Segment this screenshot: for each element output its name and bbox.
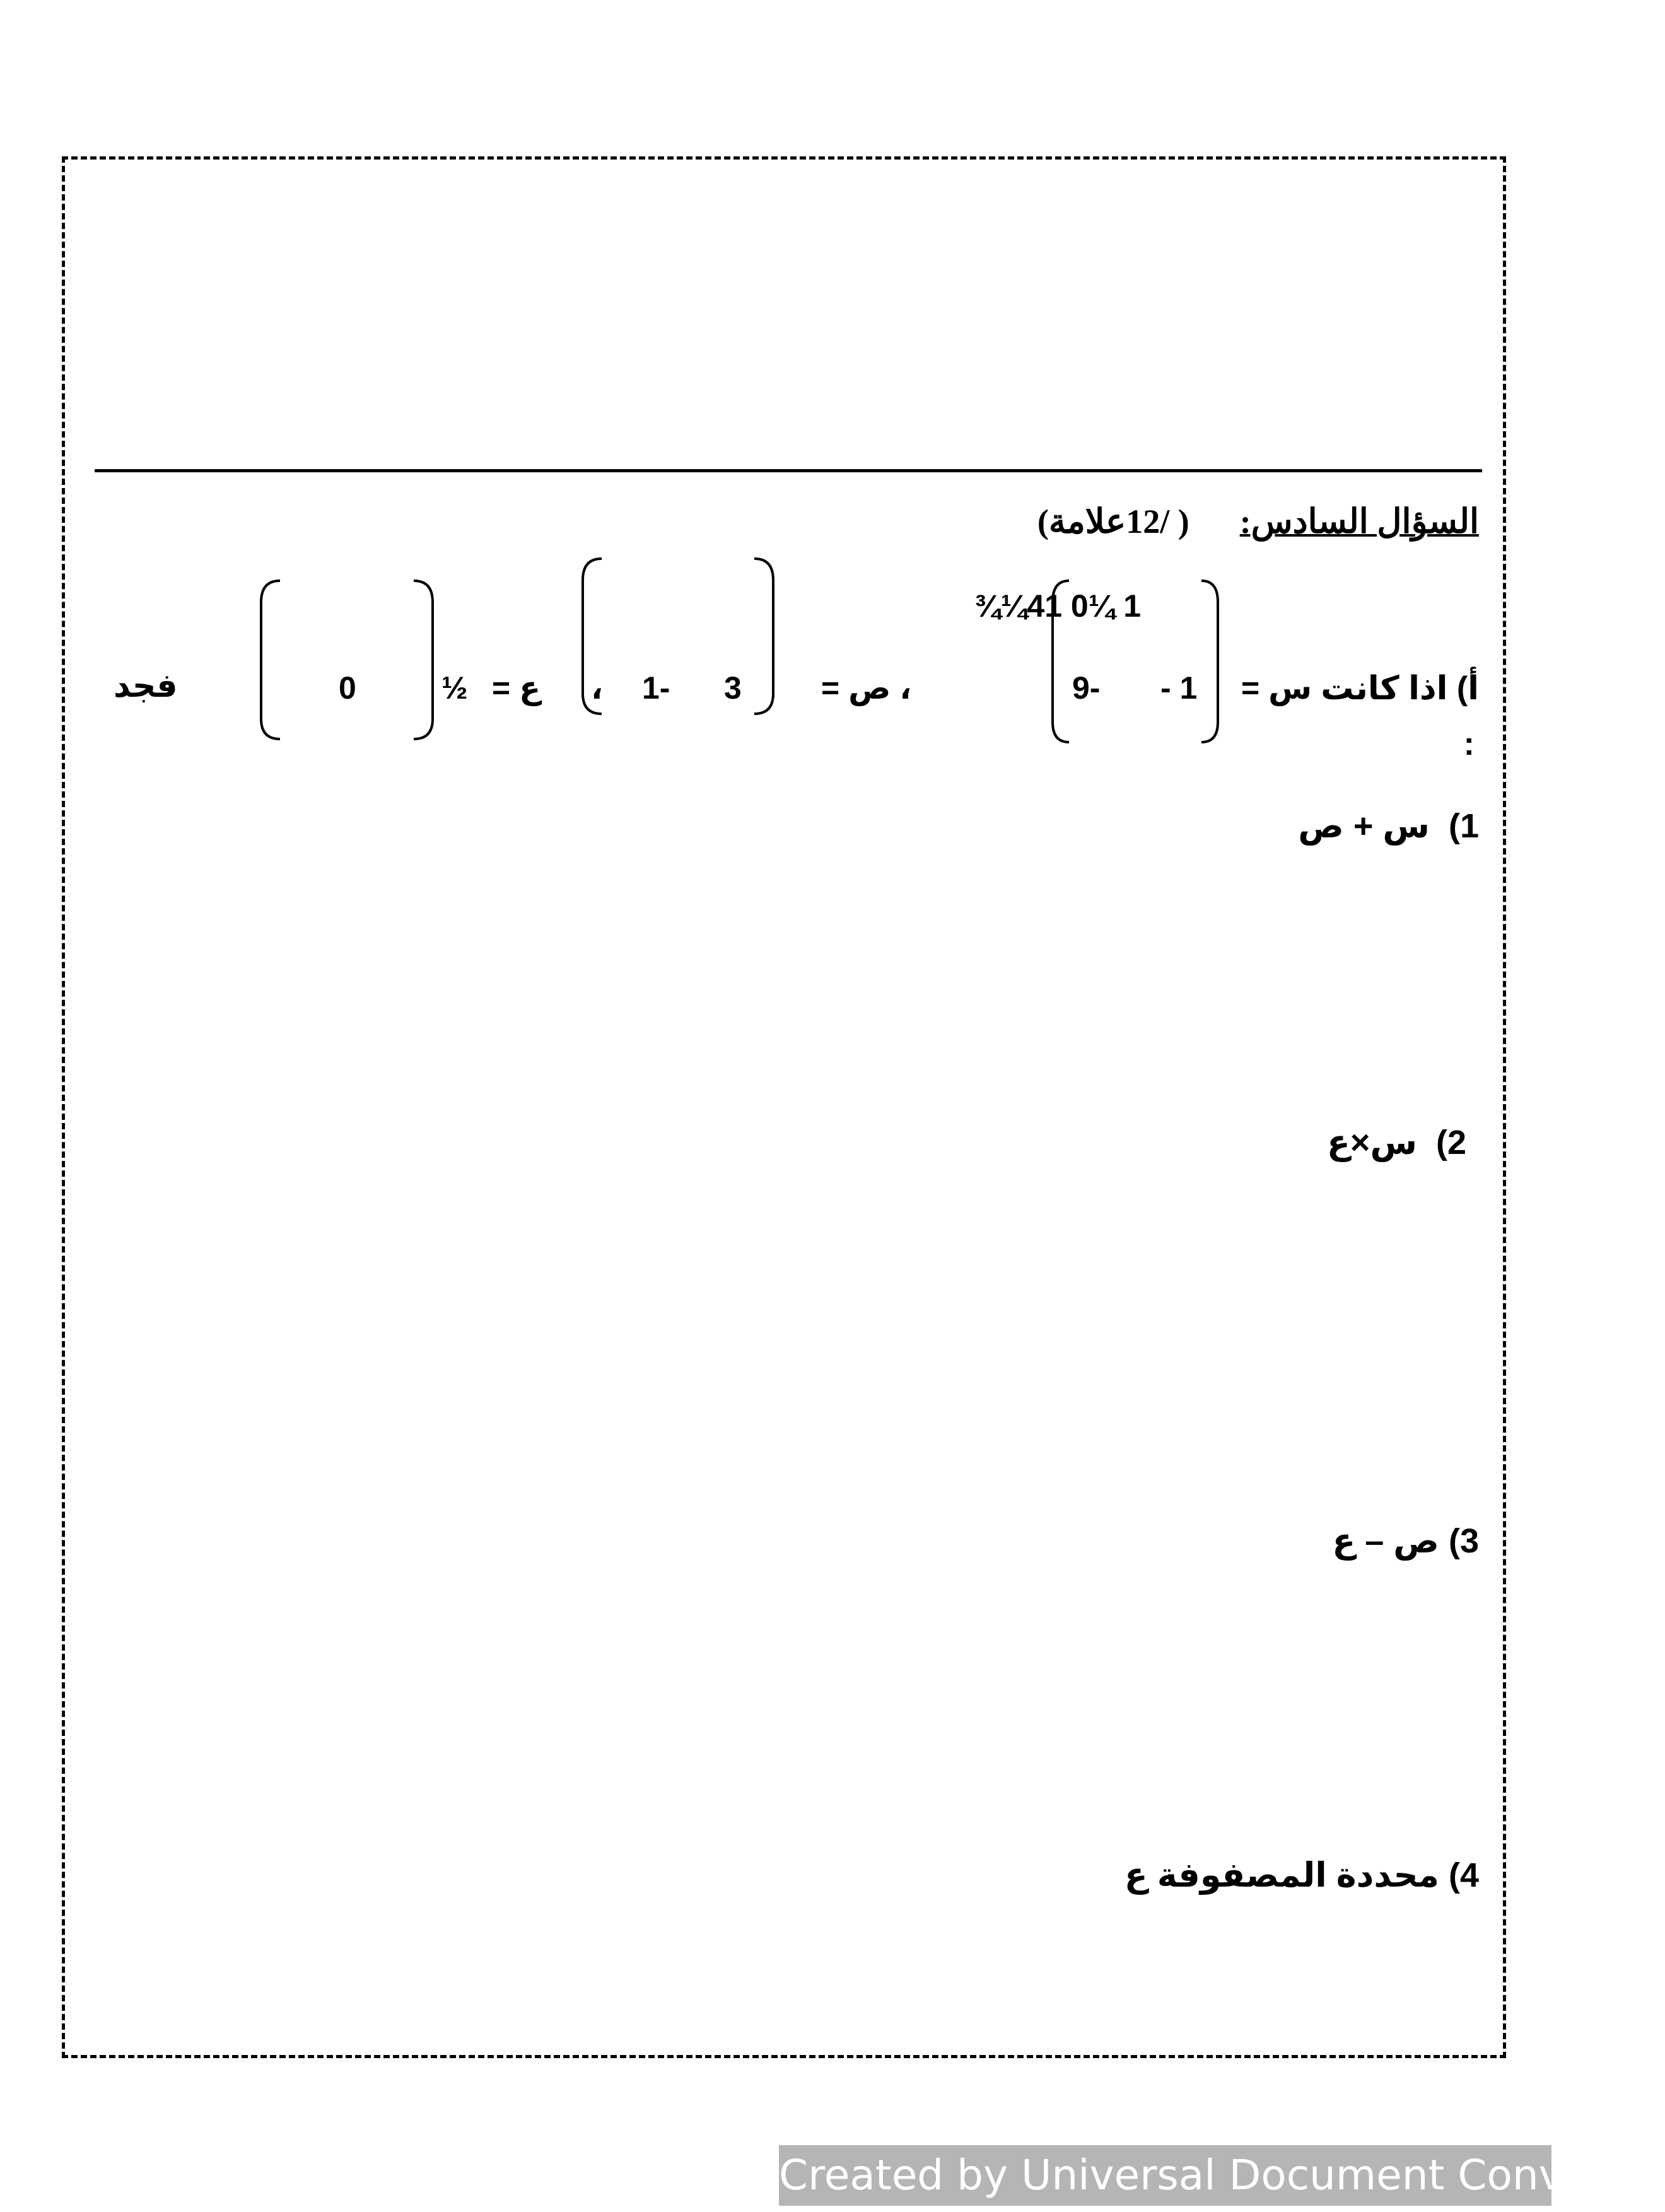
matrix-x-symbol: س = xyxy=(1241,670,1312,706)
sub-question-4-text: محددة المصفوفة ع xyxy=(1124,1856,1439,1894)
matrix-z-comma: ، xyxy=(591,670,603,706)
matrix-x-top-row: ¾¼41 0¼ 1 xyxy=(974,588,1142,624)
matrix-z-scalar: ½ xyxy=(441,670,468,706)
sub-question-3-text: ص – ع xyxy=(1332,1522,1439,1560)
sub-question-4-number: 4) xyxy=(1448,1856,1479,1894)
matrix-z-symbol: ع = xyxy=(492,670,541,706)
question-heading xyxy=(1037,501,1479,541)
sub-question-3 xyxy=(1332,1521,1479,1561)
sub-question-2-text: س×ع xyxy=(1327,1124,1417,1161)
dashed-page-border xyxy=(62,156,1506,2058)
sub-question-1-text: س + ص xyxy=(1298,807,1430,845)
sub-question-1-number: 1) xyxy=(1448,807,1479,845)
part-a-colon: : xyxy=(1463,726,1475,762)
sub-question-4 xyxy=(1125,1855,1479,1895)
sub-question-2 xyxy=(1327,1122,1466,1162)
matrix-x-bottom-left: 9- xyxy=(1072,670,1101,706)
matrix-y-brackets xyxy=(574,555,782,719)
matrix-y-right: 3 xyxy=(724,670,742,706)
matrix-x-bottom-right: - 1 xyxy=(1160,670,1198,706)
sub-question-2-number: 2) xyxy=(1435,1124,1466,1161)
question-marks: ( /12علامة) xyxy=(1037,503,1189,540)
matrix-z-brackets xyxy=(252,577,441,744)
sub-question-3-number: 3) xyxy=(1448,1522,1479,1560)
sub-question-1 xyxy=(1298,806,1479,846)
converter-watermark: Created by Universal Document Converter xyxy=(779,2145,1551,2206)
find-word: فجد xyxy=(114,668,178,704)
matrix-y-left: 1- xyxy=(642,670,670,706)
matrix-y-symbol: ، ص = xyxy=(821,670,912,706)
horizontal-divider xyxy=(95,469,1482,472)
matrix-z-value: 0 xyxy=(339,670,356,706)
part-a-label: أ) اذا كانت xyxy=(1321,670,1479,707)
question-label: السؤال السادس: xyxy=(1239,503,1479,540)
